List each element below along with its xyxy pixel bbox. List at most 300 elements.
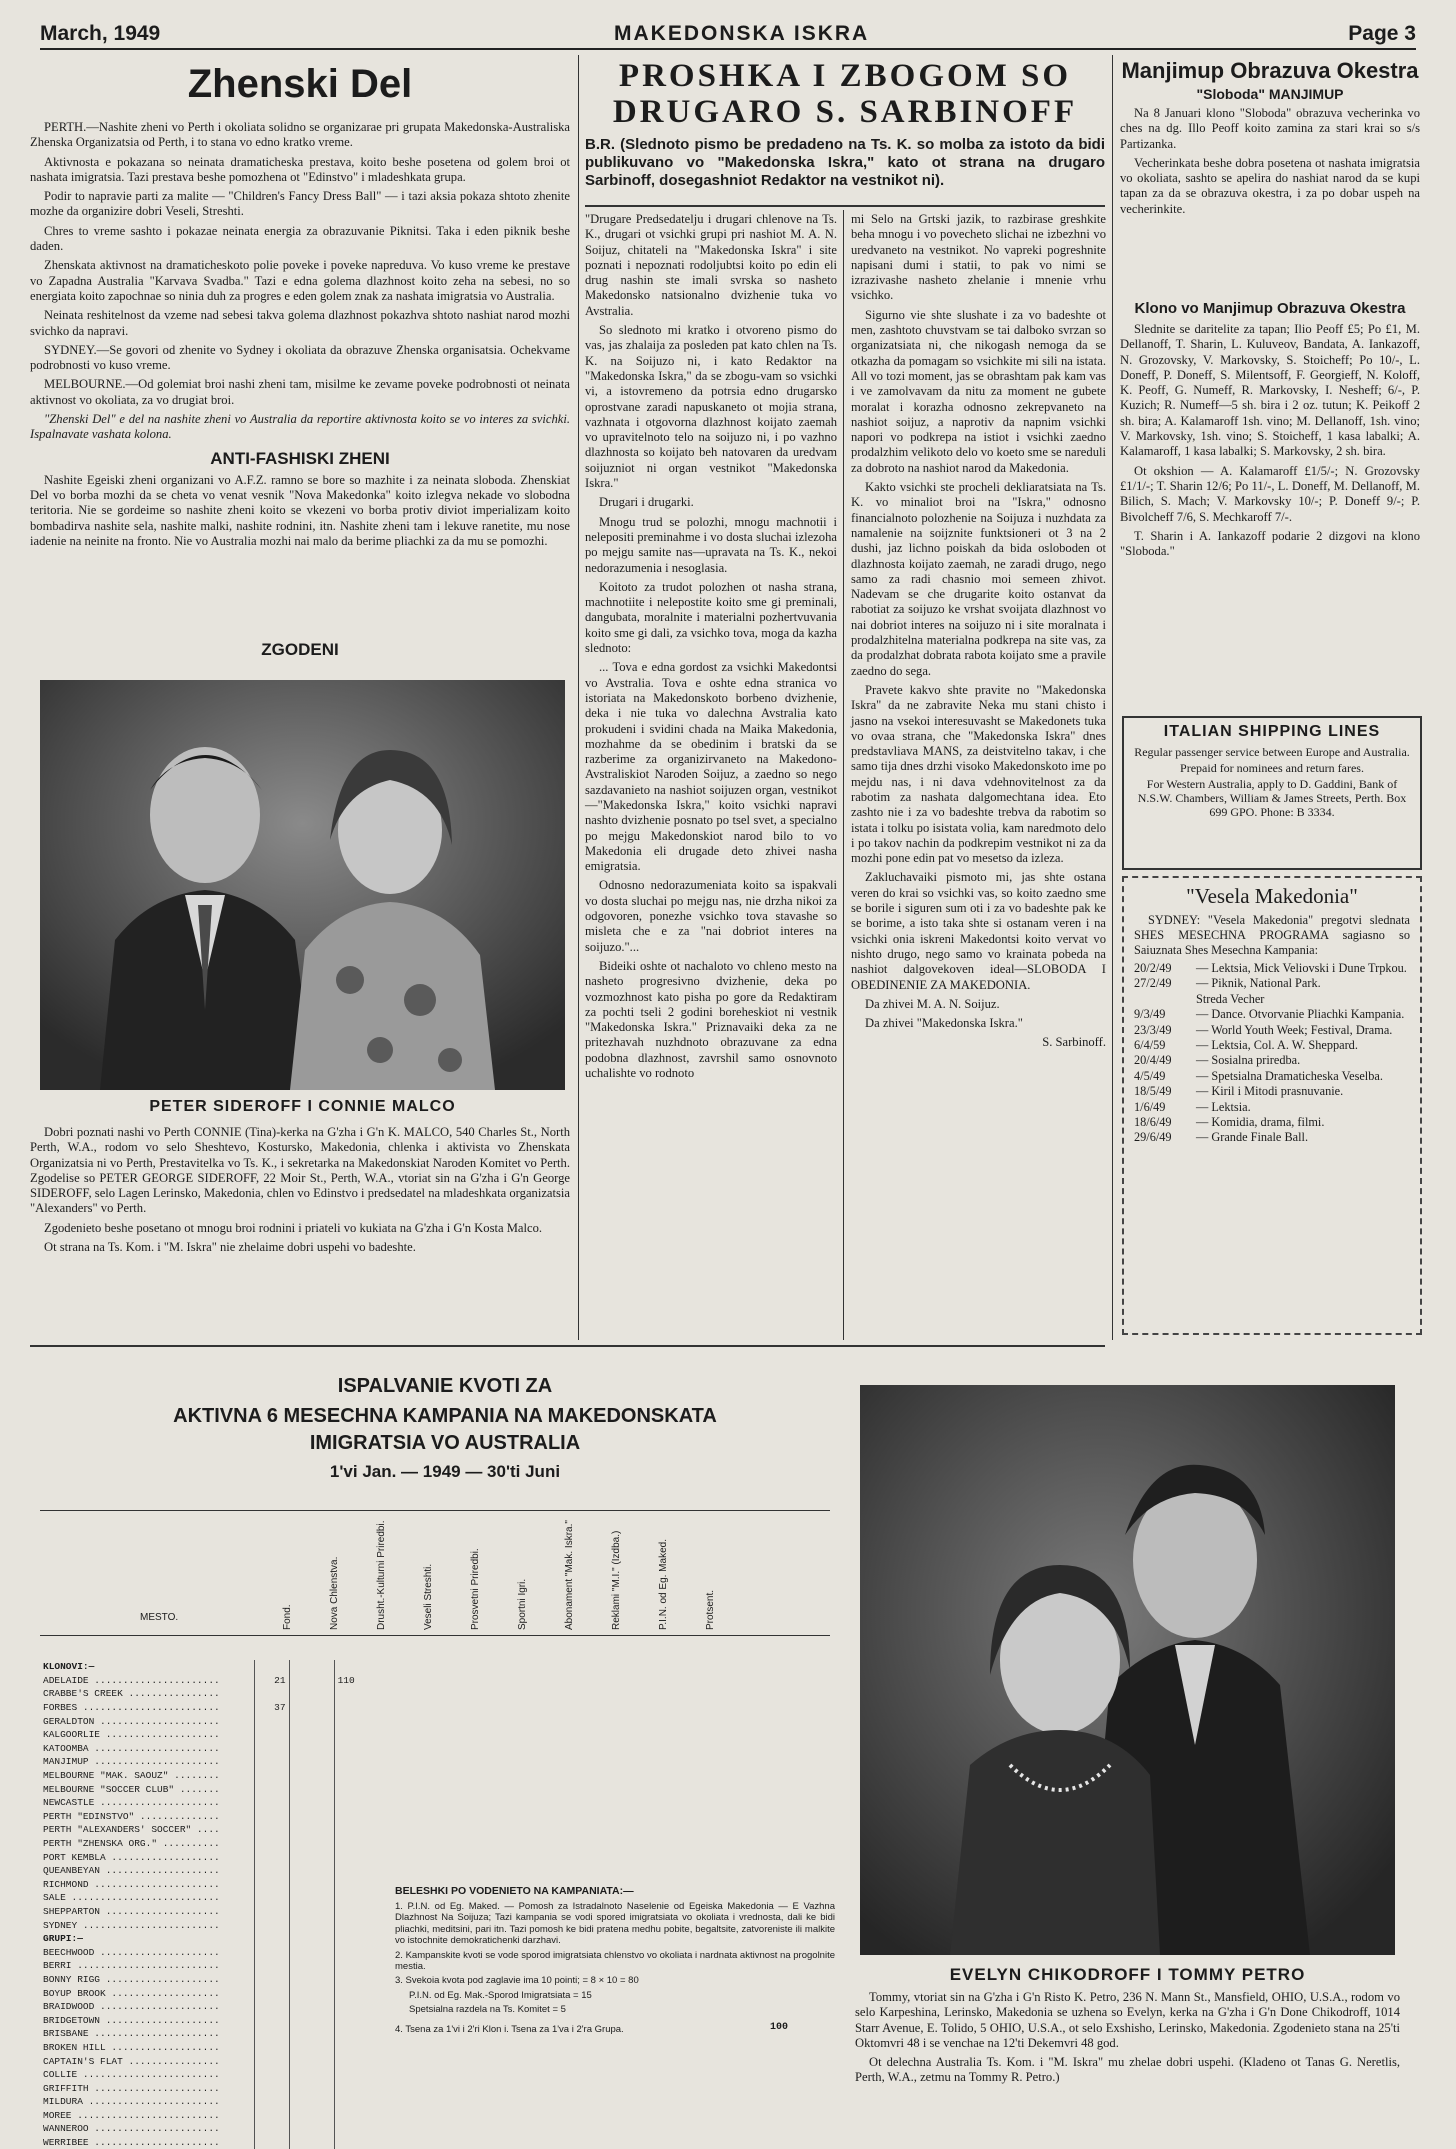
- percent-cell: [334, 1905, 370, 1919]
- percent-cell: [334, 2122, 370, 2136]
- empty-cell: [255, 1660, 289, 1674]
- column-rule: [578, 55, 579, 1340]
- empty-cell: [289, 1905, 334, 1919]
- percent-cell: [334, 2109, 370, 2123]
- fond-cell: [255, 2000, 289, 2014]
- place-name: MANJIMUP ......................: [43, 1756, 220, 1768]
- percent-cell: [334, 1891, 370, 1905]
- empty-cell: [289, 1769, 334, 1783]
- ispalvanie-title-2: AKTIVNA 6 MESECHNA KAMPANIA NA MAKEDONSKATA: [173, 1405, 717, 1427]
- empty-cell: [289, 2122, 334, 2136]
- proshka-para: mi Selo na Grtski jazik, to razbirase greshkite beha mnogu i vo povecheto slichai ne izbezhni vo uredvaneto na vestnikot. No vapreki pogreshnite napisani dumi i statii, to pak vo nimi se izrazivashe nasheto zhelanie i mnenie vrhu vsichko.: [851, 212, 1106, 303]
- table-row: [40, 1714, 370, 1728]
- proshka-para: So slednoto mi kratko i otvoreno pismo do vas, jas zhalaija za posleden pat kato chlen na Ts. K. na Soijuzo ni, i kato Redaktor na "Makedonska Iskra," da se zbogu-vam so vsichki vi, a istovremeno da potrsia edno drugarsko oprostvane zaradi napuskaneto ot mojia strana, vazhnata i otgovorna dlazhnost koijato zaemah vo upravitelnoto telo na soijuzo ni, i po vazhno dlazhnosta so koijato beh natovaren da uredvam soijuzniot ni organ vestnikot "Makedonska Iskra.": [585, 323, 837, 491]
- vesela-schedule: [1134, 961, 1410, 1146]
- zhenski-para: PERTH.—Nashite zheni vo Perth i okoliata solidno se organizarae pri grupata Makedonska-Australiska Zhenska Organizatsia od Perth, i to stana vo edno kratko vreme.: [30, 120, 570, 150]
- vesela-item-date: 1/6/49: [1134, 1099, 1166, 1114]
- proshka-para: Odnosno nedorazumeniata koito sa ispakvali vo dosta sluchai po mejgu nas, nie drzha nikoi za odgovoren, ponezhe vsichko tova stavashe so misleta che e za "nai dobriot interes na soijuzo."...: [585, 878, 837, 954]
- fond-cell: [255, 1945, 289, 1959]
- percent-cell: [334, 1837, 370, 1851]
- fond-cell: [255, 2041, 289, 2055]
- column-header: Veseli Streshti.: [423, 1563, 434, 1630]
- percent-cell: [334, 1742, 370, 1756]
- vesela-title: "Vesela Makedonia": [1186, 884, 1358, 908]
- empty-cell: [289, 1660, 334, 1674]
- table-row: [40, 1986, 370, 2000]
- table-row: [40, 1755, 370, 1769]
- percent-cell: [334, 1701, 370, 1715]
- vesela-schedule-item: 20/2/49 — Lektsia, Mick Veliovski i Dune Trpkou.: [1134, 961, 1407, 975]
- italian-text-3: For Western Australia, apply to D. Gaddini, Bank of N.S.W. Chambers, William & James Streets, Perth. Box 699 GPO. Phone: B 3334.: [1137, 777, 1407, 819]
- zgodeni-para: Dobri poznati nashi vo Perth CONNIE (Tina)-kerka na G'zha i G'n K. MALCO, 540 Charles St., North Perth, W.A., rodom vo selo Sheshtevo, Kostursko, Makedonia, chlenka i aktivista vo Zhenskata Organizatsia ni vo Perth, Prestavitelka vo Ts. K., i sekretarka na Makedonskiat Naroden Komitet vo Perth. Zgodelise so PETER GEORGE SIDEROFF, 22 Moir St., Perth, W.A., vtoriat sin na G'zha i G'n George SIDEROFF, selo Lagen Lerinsko, Makedonia, chlen vo Edinstvo i predsedatel na mladeshkata organizatsia "Alexanders" vo Perth.: [30, 1125, 570, 1216]
- fond-cell: [255, 2122, 289, 2136]
- table-row: [40, 1782, 370, 1796]
- percent-cell: [334, 1918, 370, 1932]
- column-header: Fond.: [282, 1604, 293, 1630]
- place-name: BEECHWOOD .....................: [43, 1946, 220, 1958]
- table-row: [40, 1973, 370, 1987]
- place-name: SYDNEY ........................: [43, 1919, 220, 1931]
- vesela-item-text: Lektsia.: [1211, 1099, 1251, 1114]
- fond-cell: [255, 2081, 289, 2095]
- table-row: [40, 1701, 370, 1715]
- ispalvanie-title-3: IMIGRATSIA VO AUSTRALIA: [309, 1432, 581, 1454]
- fond-cell: [255, 1755, 289, 1769]
- campaign-notes: [395, 1885, 835, 2130]
- place-name: GRIFFITH ......................: [43, 2082, 220, 2094]
- note: 1. P.I.N. od Eg. Maked. — Pomosh za Istradalnoto Naselenie od Egeiska Makedonia — E Vazhna Dlazhnost Na Soijuza; Tazi kampania se vodi spored imigratsiata vo okoliata i vrednosta, dali ke bidi pliachki, meditsini, pari itn. Tazi pomosh ke bidi pratena medhu pobite, begaltsite, zatvoreniste ili malkite vo istochnite demokratichenki darzhavi.: [395, 1901, 835, 1947]
- vesela-schedule-item: 23/3/49 — World Youth Week; Festival, Drama.: [1134, 1022, 1393, 1037]
- vesela-item-text: Grande Finale Ball.: [1211, 1130, 1309, 1145]
- fond-cell: [255, 1905, 289, 1919]
- empty-cell: [289, 1891, 334, 1905]
- portrait-couple-image-2: [860, 1385, 1395, 1955]
- table-row: [40, 1769, 370, 1783]
- place-name: BRIDGETOWN ....................: [43, 2014, 220, 2026]
- proshka-para: Sigurno vie shte slushate i za vo badeshte ot men, zashtoto chuvstvam se tai dalboko svrzan so organizatsiata ni, che nikogash nemoga da se otkazha da pomagam so vsichkite mi sili na istata. All vo tozi moment, jas se obrashtam pak kam vas i ve zamolvavam da nitu za moment ne gubete moralat i korazha odnosno zekrepvaneto na nashiot soijuz, a naprotiv da napnim vsichki napori vo podkrepa na istiot i vsichki zaedno prodalzhim velikoto delo vo koeto sme se nareduli za dobroto na nashiot narod da Makedonia.: [851, 307, 1106, 475]
- percent-cell: [334, 1755, 370, 1769]
- zgodeni-title: ZGODENI: [261, 640, 339, 659]
- vesela-schedule-item: 1/6/49 — Lektsia.: [1134, 1099, 1251, 1114]
- zhenski-para: SYDNEY.—Se govori od zhenite vo Sydney i okoliata da obrazuve Zhenska organisatsia. Ochekvame podrobnosti vo kuso vreme.: [30, 342, 570, 373]
- fond-cell: [255, 2109, 289, 2123]
- percent-cell: 110: [334, 1674, 370, 1688]
- empty-cell: [289, 1687, 334, 1701]
- place-name: CRABBE'S CREEK ................: [43, 1688, 220, 1700]
- page-number: Page 3: [1348, 22, 1416, 45]
- percent-cell: [334, 2081, 370, 2095]
- vesela-intro: SYDNEY: "Vesela Makedonia" pregotvi slednata SHES MESECHNA PROGRAMA sagiasno so Saiuznata Shes Mesechna Kampania:: [1134, 913, 1410, 957]
- fond-cell: [255, 1769, 289, 1783]
- place-name: MELBOURNE "SOCCER CLUB" .......: [43, 1783, 220, 1795]
- table-row: [40, 2122, 370, 2136]
- fond-cell: [255, 1823, 289, 1837]
- table-row: [40, 1850, 370, 1864]
- vesela-schedule-item: [1134, 992, 1410, 1007]
- percent-cell: [334, 1850, 370, 1864]
- empty-cell: [334, 1660, 370, 1674]
- place-name: COLLIE ........................: [43, 2069, 220, 2081]
- zhenski-section: [30, 60, 570, 645]
- proshka-para: Da zhivei "Makedonska Iskra.": [865, 1016, 1023, 1031]
- vesela-schedule-item: 9/3/49 — Dance. Otvorvanie Pliachki Kampania.: [1134, 1007, 1405, 1022]
- fond-cell: [255, 1850, 289, 1864]
- column-header: Drusht.-Kulturni Priredbi.: [376, 1520, 387, 1630]
- ispalvanie-dates: 1'vi Jan. — 1949 — 30'ti Juni: [329, 1462, 561, 1481]
- fond-cell: [255, 1864, 289, 1878]
- proshka-para: "Drugare Predsedatelju i drugari chlenove na Ts. K., drugari ot vsichki grupi pri nashiot M. A. N. Soijuz, chitateli na "Makedonska Iskra" i site poznati i nepoznati rodoljubtsi koito po edin eli drug nashin ste imali svrska so nasheto Makedonsko natsionalno dvizhenie tuka vo Avstralia.: [585, 212, 837, 318]
- place-name: MOREE .........................: [43, 2109, 220, 2121]
- table-row: [40, 1796, 370, 1810]
- empty-cell: [289, 1674, 334, 1688]
- empty-cell: [289, 2013, 334, 2027]
- table-row: [40, 2136, 370, 2149]
- place-name: MELBOURNE "MAK. SAOUZ" ........: [43, 1770, 220, 1782]
- place-name: BRAIDWOOD .....................: [43, 2001, 220, 2013]
- zgodeni-para: Ot strana na Ts. Kom. i "M. Iskra" nie zhelaime dobri uspehi vo badeshte.: [44, 1240, 416, 1255]
- vesela-item-date: 20/4/49: [1134, 1053, 1172, 1068]
- klono-title: Klono vo Manjimup Obrazuva Okestra: [1134, 300, 1406, 317]
- empty-cell: [289, 1701, 334, 1715]
- empty-cell: [289, 2109, 334, 2123]
- percent-cell: [334, 1796, 370, 1810]
- masthead: [40, 16, 1416, 50]
- fond-cell: [255, 1742, 289, 1756]
- proshka-para: Zakluchavaiki pismoto mi, jas shte ostana veren do krai so vsichki vas, so koito zaedno sme se borile i siguren sum oti i za vo badeshte pak ke se borime, a isto taka shte si ostanam veren i na vsichki onia iskreni Makedontsi koito vervat vo nishto drugo, nego samo vo krainata pobeda na nashiot dalgovekoven ideal—SLOBODA I OBEDINENIE ZA MAKEDONIA.: [851, 870, 1106, 992]
- note: P.I.N. od Eg. Mak.-Sporod Imigratsiata = 15: [409, 1989, 592, 2001]
- vesela-item-date: 20/2/49: [1134, 961, 1172, 975]
- empty-cell: [289, 1986, 334, 2000]
- vesela-item-date: 27/2/49: [1134, 976, 1172, 991]
- photo-sideroff-malco: [40, 680, 565, 1090]
- column-header: Abonament "Mak. Iskra.": [564, 1520, 575, 1630]
- fond-cell: [255, 1796, 289, 1810]
- vesela-item-text: Lektsia, Col. A. W. Sheppard.: [1211, 1038, 1358, 1053]
- manjimup-section: [1120, 58, 1420, 298]
- ispalvanie-title-1: ISPALVANIE KVOTI ZA: [337, 1375, 553, 1397]
- table-mesto-label: MESTO.: [140, 1612, 179, 1623]
- zgodeni-para: Zgodenieto beshe posetano ot mnogu broi rodnini i priateli vo kukiata na G'zha i G'n Kosta Malco.: [44, 1220, 543, 1235]
- empty-cell: [289, 1878, 334, 1892]
- vesela-item-text: Streda Vecher: [1196, 991, 1265, 1006]
- place-name: ADELAIDE ......................: [43, 1674, 220, 1686]
- place-name: PERTH "EDINSTVO" ..............: [43, 1810, 220, 1822]
- fond-cell: 21: [255, 1674, 289, 1688]
- place-name: KALGOORLIE ....................: [43, 1729, 220, 1741]
- table-row: [40, 1823, 370, 1837]
- italian-shipping-ad: [1122, 716, 1422, 870]
- notes-title: BELESHKI PO VODENIETO NA KAMPANIATA:—: [395, 1885, 634, 1897]
- fond-cell: [255, 2136, 289, 2149]
- percent-cell: [334, 1714, 370, 1728]
- empty-cell: [289, 1796, 334, 1810]
- place-name: SHEPPARTON ....................: [43, 1905, 220, 1917]
- percent-cell: [334, 1769, 370, 1783]
- place-name: BROKEN HILL ...................: [43, 2041, 220, 2053]
- percent-cell: [334, 1986, 370, 2000]
- fond-cell: [255, 2054, 289, 2068]
- photo-chikodroff-petro: [860, 1385, 1395, 1955]
- fond-cell: [255, 1810, 289, 1824]
- fond-cell: [255, 1837, 289, 1851]
- percent-cell: [334, 1810, 370, 1824]
- antifashiski-para: Nashite Egeiski zheni organizani vo A.F.Z. ramno se bore so mazhite i za neinata sloboda. Zhenskiat Del vo borba mozhi da se cheta vo venat vesnik "Nova Makedonka" koito izlegva nekade vo slobodna teritoria. Nie se gordeime so nashite zheni koito se vkezeni vo borba protiv diviot imperializam koito bombadirva nashite sela, nashite malki, nashite rodnini, itn. Nashite zheni tam i lekuve ranetite, mu nose iadenie na neinite na fronto. Nie vo Australia mozhi nai malo da berime pliachki za da mu se pomozhi.: [30, 472, 570, 548]
- proshka-para: Da zhivei M. A. N. Soijuz.: [865, 996, 1000, 1011]
- vesela-item-date: 6/4/59: [1134, 1038, 1166, 1053]
- percent-cell: [334, 2136, 370, 2149]
- proshka-col-rule: [843, 210, 844, 1340]
- place-name: RICHMOND ......................: [43, 1878, 220, 1890]
- vesela-schedule-item: 27/2/49 — Piknik, National Park.: [1134, 976, 1321, 991]
- percent-cell: [334, 2000, 370, 2014]
- empty-cell: [289, 2054, 334, 2068]
- vesela-schedule-item: 29/6/49 — Grande Finale Ball.: [1134, 1130, 1309, 1145]
- table-row: [40, 1837, 370, 1851]
- proshka-intro: B.R. (Slednoto pismo be predadeno na Ts. K. so molba za istoto da bidi publikuvano vo "Makedonska Iskra," kato ot strana na drugaro Sarbinoff, dosegashniot Redaktor na vestnikot ni).: [585, 136, 1105, 189]
- vesela-item-text: Lektsia, Mick Veliovski i Dune Trpkou.: [1211, 961, 1407, 975]
- vesela-item-text: Piknik, National Park.: [1211, 976, 1321, 991]
- quota-table: [40, 1660, 370, 2149]
- empty-cell: [289, 1973, 334, 1987]
- manjimup-para: Na 8 Januari klono "Sloboda" obrazuva vecherinka vo ches na dg. Illo Peoff koito zamina za stari krai so s/s Partizanka.: [1120, 106, 1420, 151]
- percent-cell: [334, 1823, 370, 1837]
- vesela-item-text: Dance. Otvorvanie Pliachki Kampania.: [1211, 1007, 1405, 1022]
- zhenski-para: Zhenskata aktivnost na dramaticheskoto polie poveke i poveke napreduva. Vo kuso vreme ke prestave vo Zapadna Australia "Karvava Svadba." Tazi e edna golema dlazhnost koito zeha na sebesi, no so energiata koito zapochnae so ninia duh za progres e eden golem znak za nashata imigratsia vo Australia.: [30, 258, 570, 303]
- vesela-item-text: Spetsialna Dramaticheska Veselba.: [1211, 1068, 1383, 1083]
- place-name: KATOOMBA ......................: [43, 1742, 220, 1754]
- place-name: BERRI .........................: [43, 1960, 220, 1972]
- empty-cell: [289, 1918, 334, 1932]
- evelyn-para: Tommy, vtoriat sin na G'zha i G'n Risto K. Petro, 236 N. Mann St., Mansfield, OHIO, U.S.A., rodom vo selo Karpeshina, Lerinsko, Makedonia se uzhena so Evelyn, kerka na G'zha i G'n Done Chikodroff, 1014 Starr Avenue, E. Tolido, 5 OHIO, U.S.A., ot selo Exshisho, Lerinsko, Makedonia. Zgodenieto stana na 25'ti Oktomvri 48 i se venchae na 12'ti Dekemvri 48 god.: [855, 1990, 1400, 2050]
- table-row: [40, 1674, 370, 1688]
- percent-cell: [334, 1864, 370, 1878]
- empty-cell: [289, 1755, 334, 1769]
- manjimup-title: Manjimup Obrazuva Okestra: [1121, 58, 1419, 83]
- zgodeni-text: [30, 1125, 570, 1320]
- paper-title: MAKEDONSKA ISKRA: [614, 22, 870, 45]
- table-row: [40, 1864, 370, 1878]
- empty-cell: [289, 1742, 334, 1756]
- vesela-item-date: 4/5/49: [1134, 1068, 1166, 1083]
- note: 3. Svekoia kvota pod zaglavie ima 10 pointi; = 8 × 10 = 80: [395, 1975, 639, 1987]
- zgodeni-caption: PETER SIDEROFF I CONNIE MALCO: [149, 1098, 456, 1115]
- fond-cell: [255, 2095, 289, 2109]
- table-row: [40, 1742, 370, 1756]
- vesela-item-date: 29/6/49: [1134, 1130, 1172, 1145]
- place-name: WERRIBEE ......................: [43, 2137, 220, 2149]
- place-name: SALE ..........................: [43, 1892, 220, 1904]
- empty-cell: [289, 2041, 334, 2055]
- table-row: [40, 2027, 370, 2041]
- zhenski-para: MELBOURNE.—Od golemiat broi nashi zheni tam, misilme ke zevame poveke podrobnosti ot neinata aktivnost vo okoliata, za vo drugiat broi.: [30, 377, 570, 407]
- table-row: [40, 2054, 370, 2068]
- fond-cell: [255, 2068, 289, 2082]
- note: 2. Kampanskite kvoti se vode sporod imigratsiata chlenstvo vo okoliata i nardnata aktivnost na progolnite mestia.: [395, 1949, 835, 1973]
- proshka-para: Drugari i drugarki.: [599, 495, 694, 510]
- empty-cell: [289, 1837, 334, 1851]
- antifashiski-title: ANTI-FASHISKI ZHENI: [210, 448, 390, 468]
- vesela-schedule-item: 20/4/49 — Sosialna priredba.: [1134, 1053, 1301, 1068]
- table-row: [40, 1810, 370, 1824]
- percent-cell: [334, 1687, 370, 1701]
- fond-cell: [255, 1918, 289, 1932]
- vesela-schedule-item: 6/4/59 — Lektsia, Col. A. W. Sheppard.: [1134, 1038, 1358, 1053]
- empty-cell: [289, 1728, 334, 1742]
- proshka-para: Kakto vsichki ste procheli dekliaratsiata na Ts. K. vo minaliot broi na "Iskra," odnosno financialnoto polozhenie na Soijuza i nuzhdata za namalenie na soijznite funktsioneri ot 3 na 2 dushi, jaz lichno poiskah da bida osloboden ot dlazhnosta koijato zaemah, ne zaradi drugo, nego samo za radi chasnio moi semeen zhivot. Nadevam se che drugarite koito ostanvat da rabotiat za soijuzo ke vrshat svoijata dlazhnost vo nai dobriot interes na soijuzo ni i site moralnata i prodalzhitelna materialna podkrepa na site vas, za da prodalzhat dobrata rabota koijato sme a pravile zaedno do sega.: [851, 480, 1106, 678]
- fond-cell: [255, 1959, 289, 1973]
- klono-para: Ot okshion — A. Kalamaroff £1/5/-; N. Grozovsky £1/1/-; T. Sharin 12/6; Po 11/-, L. Doneff, M. Dellanoff, M. Bilich, S. Mach; V. Markovsky 10/-; P. Doneff 9/-; P. Bivolcheff 7/6, S. Mechkaroff 7/-.: [1120, 463, 1420, 524]
- vesela-item-text: Komidia, drama, filmi.: [1211, 1115, 1325, 1130]
- table-row: [40, 1918, 370, 1932]
- vesela-schedule-item: 18/5/49 — Kiril i Mitodi prasnuvanie.: [1134, 1084, 1344, 1099]
- issue-date: March, 1949: [40, 22, 161, 45]
- zhenski-para: "Zhenski Del" e del na nashite zheni vo Australia da reportire aktivnosta koito se vo interes za svichki. Ispalnavate vashata kolona.: [30, 412, 570, 442]
- table-row: [40, 1891, 370, 1905]
- fond-cell: [255, 1973, 289, 1987]
- proshka-title-2: DRUGARO S. SARBINOFF: [612, 94, 1078, 130]
- percent-cell: [334, 2041, 370, 2055]
- vesela-item-date: 18/5/49: [1134, 1084, 1172, 1099]
- column-header: Sportni Igri.: [517, 1578, 528, 1630]
- fond-cell: [255, 2027, 289, 2041]
- zhenski-para: Chres to vreme sashto i pokazae neinata energia za obrazuvanie Piknitsi. Taka i eden piknik beshe daden.: [30, 223, 570, 254]
- empty-cell: [289, 1810, 334, 1824]
- fond-cell: [255, 1986, 289, 2000]
- empty-cell: [289, 2136, 334, 2149]
- empty-cell: [289, 1864, 334, 1878]
- evelyn-caption: EVELYN CHIKODROFF I TOMMY PETRO: [949, 1965, 1306, 1984]
- klono-para: Slednite se daritelite za tapan; Ilio Peoff £5; Po £1, M. Dellanoff, T. Sharin, L. Kuluveov, Bandata, A. Iankazoff, N. Grozovsky, V. Markovsky, S. Stoicheff; Po 10/-, L. Doneff, P. Doneff, S. Milentsoff, F. Georgieff, N. Koloff, K. Peoff, G. Numeff, R. Markovsky, I. Nesheff; 6/-, P. Kuzich; R. Numeff—5 sh. bira i 2 oz. tutun; K. Peikoff 2 sh. bira; A. Kalamaroff 1sh. vino; M. Dellanoff, 1sh. vino; V. Markovsky, 1sh. vino; S. Stoicheff, 1 kasa labalki; A. Kalamaroff, 1 kasa labalki; S. Markovsky, 2 sh. bira.: [1120, 322, 1420, 459]
- vesela-item-text: Kiril i Mitodi prasnuvanie.: [1211, 1084, 1344, 1099]
- campaign-table: [40, 1660, 370, 2149]
- percent-cell: [334, 2095, 370, 2109]
- vesela-item-text: World Youth Week; Festival, Drama.: [1211, 1022, 1393, 1037]
- note: 4. Tsena za 1'vi i 2'ri Klon i. Tsena za 1'va i 2'ra Grupa.: [395, 2023, 624, 2035]
- percent-cell: [334, 1878, 370, 1892]
- proshka-rule: [585, 205, 1105, 207]
- empty-cell: [289, 2081, 334, 2095]
- fond-cell: [255, 1891, 289, 1905]
- vesela-box: [1122, 876, 1422, 1335]
- fond-cell: [255, 1878, 289, 1892]
- zhenski-para: Podir to napravie parti za malite — "Children's Fancy Dress Ball" — i tazi aksia pokaza shtoto zhenite mozhe da organizire dobri Veseli, Streshti.: [30, 189, 570, 219]
- fond-cell: [255, 1728, 289, 1742]
- table-row: [40, 1905, 370, 1919]
- table-row: [40, 2000, 370, 2014]
- percent-cell: [334, 1959, 370, 1973]
- proshka-para: Mnogu trud se polozhi, mnogu machnotii i nelepositi preminahme i vo dosta sluchai izlezoha po mejgu samite nas—upravata na Ts. K., nekoi nedorazumenia i nesoglasia.: [585, 514, 837, 575]
- vesela-item-date: 23/3/49: [1134, 1022, 1172, 1037]
- place-name: WANNEROO ......................: [43, 2123, 220, 2135]
- klono-para: T. Sharin i A. Iankazoff podarie 2 dizgovi na klono "Sloboda.": [1120, 528, 1420, 559]
- proshka-para: ... Tova e edna gordost za vsichki Makedontsi vo Avstralia. Tova e oshte edna stranica vo istoriata na Makedonskoto borbeno dvizhenie, deka i nie tuka vo dalechna Avstralia kato prokudeni i svidini chada na Maika Makedonia, mozhahme da se obedinim i bratski da se razberime za organizirvaneto na Makedono-Avstraliskiot Naroden Soijuz, a zaedno so nego sazdavanieto na nashiot soijuzen organ, vestnikot—"Makedonska Iskra," koito vsichki napravi nashto dvizhenie posnato po tsel svet, a specialno po mejgu Makedonskiot narod bilo to vo Makedonia eli drugade deto zhivei nasha emigratsia.: [585, 660, 837, 874]
- italian-text-1: Regular passenger service between Europe and Australia.: [1134, 745, 1410, 759]
- note: Spetsialna razdela na Ts. Komitet = 5: [409, 2004, 566, 2016]
- column-header: Nova Chlenstva.: [329, 1556, 340, 1630]
- percent-cell: [334, 1945, 370, 1959]
- percent-cell: [334, 2068, 370, 2082]
- portrait-couple-image: [40, 680, 565, 1090]
- fond-cell: [255, 2013, 289, 2027]
- place-name: QUEANBEYAN ....................: [43, 1865, 220, 1877]
- fond-cell: 37: [255, 1701, 289, 1715]
- place-name: GERALDTON .....................: [43, 1715, 220, 1727]
- place-name: MILDURA .......................: [43, 2096, 220, 2108]
- zhenski-title: Zhenski Del: [187, 62, 413, 106]
- place-name: BRISBANE ......................: [43, 2028, 220, 2040]
- table-top-rule: [40, 1510, 830, 1511]
- place-name: CAPTAIN'S FLAT ................: [43, 2055, 220, 2067]
- table-row: [40, 2095, 370, 2109]
- column-header: P.I.N. od Eg. Maked.: [658, 1539, 669, 1630]
- proshka-signature: S. Sarbinoff.: [1042, 1035, 1106, 1050]
- evelyn-text: [855, 1990, 1400, 2130]
- vesela-item-text: Sosialna priredba.: [1211, 1053, 1301, 1068]
- table-row: [40, 2041, 370, 2055]
- italian-title: ITALIAN SHIPPING LINES: [1163, 723, 1381, 740]
- empty-cell: [289, 2000, 334, 2014]
- fond-cell: [255, 1782, 289, 1796]
- place-name: NEWCASTLE .....................: [43, 1797, 220, 1809]
- group-label: KLONOVI:—: [43, 1661, 95, 1673]
- percent-cell: [334, 1782, 370, 1796]
- column-header: Reklami "M.I." (Izdba.): [611, 1530, 622, 1630]
- place-name: PERTH "ZHENSKA ORG." ..........: [43, 1838, 220, 1850]
- place-name: FORBES ........................: [43, 1702, 220, 1714]
- italian-text-2: Prepaid for nominees and return fares.: [1180, 761, 1364, 775]
- place-name: BONNY RIGG ....................: [43, 1973, 220, 1985]
- empty-cell: [334, 1932, 370, 1946]
- table-row: [40, 1728, 370, 1742]
- zhenski-para: Aktivnosta e pokazana so neinata dramaticheska prestava, koito beshe posetena od golem broi ot nashata imigratsia. Tazi prestava beshe pomozhena ot "Edinstvo" i mladeshkata grupa.: [30, 154, 570, 184]
- column-rule: [1112, 55, 1113, 1340]
- empty-cell: [289, 1932, 334, 1946]
- table-row: [40, 2081, 370, 2095]
- table-row: [40, 1878, 370, 1892]
- vesela-schedule-item: 4/5/49 — Spetsialna Dramaticheska Veselba.: [1134, 1068, 1383, 1083]
- proshka-para: Koitoto za trudot polozhen ot nasha strana, machnotiite i nelepostite koito sme gi preminali, dangubata, moralnite i materialni pozhertvuvania koito sme gi dali, za vsichko tova, moga da kazha slednoto:: [585, 579, 837, 656]
- column-header: Protsent.: [705, 1589, 716, 1630]
- vesela-item-date: 9/3/49: [1134, 1007, 1166, 1022]
- proshka-col-2: [851, 212, 1106, 1337]
- table-row: [40, 2068, 370, 2082]
- percent-cell: [334, 1973, 370, 1987]
- vesela-item-date: 18/6/49: [1134, 1115, 1172, 1130]
- empty-cell: [289, 2095, 334, 2109]
- place-name: PORT KEMBLA ...................: [43, 1851, 220, 1863]
- place-name: BOYUP BROOK ...................: [43, 1987, 220, 1999]
- empty-cell: [289, 1823, 334, 1837]
- empty-cell: [289, 1782, 334, 1796]
- klono-section: [1120, 300, 1420, 710]
- table-row: [40, 1945, 370, 1959]
- empty-cell: [289, 2027, 334, 2041]
- percent-cell: [334, 2027, 370, 2041]
- vesela-schedule-item: 18/6/49 — Komidia, drama, filmi.: [1134, 1115, 1325, 1130]
- empty-cell: [289, 1850, 334, 1864]
- empty-cell: [289, 1945, 334, 1959]
- percent-cell: [334, 2013, 370, 2027]
- table-row: [40, 1687, 370, 1701]
- manjimup-para: Vecherinkata beshe dobra posetena ot nashata imigratsia vo okoliata, sashto se apelira do nashiat narod da se kupi tapan za da se obrazuva okestra, i za po dobar uspeh na vecherinkite.: [1120, 155, 1420, 216]
- evelyn-para: Ot delechna Australia Ts. Kom. i "M. Iskra" mu zhelae dobri uspehi. (Kladeno ot Tanas G. Neretlis, Perth, W.A., zetmu na Tommy R. Petro.): [855, 2055, 1400, 2085]
- table-header-rule: [40, 1635, 830, 1636]
- percent-cell: [334, 1728, 370, 1742]
- manjimup-subtitle: "Sloboda" MANJIMUP: [1196, 86, 1344, 102]
- column-header: Prosvetni Priredbi.: [470, 1548, 481, 1630]
- percent-cell: [334, 2054, 370, 2068]
- proshka-para: Pravete kakvo shte pravite no "Makedonska Iskra" da ne zabravite Neka mu stani chisto i jasno na vsekoi interesuvasht se Makedonets tuka vo ovaa strana, che "Makedonska Iskra" dnes predstavliava MANS, za deistvitelno takav, i che samo tija dnes drzhi visoko Makedonskoto ime po mejdu nas, i ni dava vdehnovitelnost za da rabotim za nashata dalgomechtana idea. Eto zashto nie i za vo badeshte trebva da rabotim so istata i tolku po isistata volia, kam naredmoto delo i po takov nachin da podkrepim vestnikot ni za da mozhi pone edin pat vo mesetso da izleza.: [851, 682, 1106, 866]
